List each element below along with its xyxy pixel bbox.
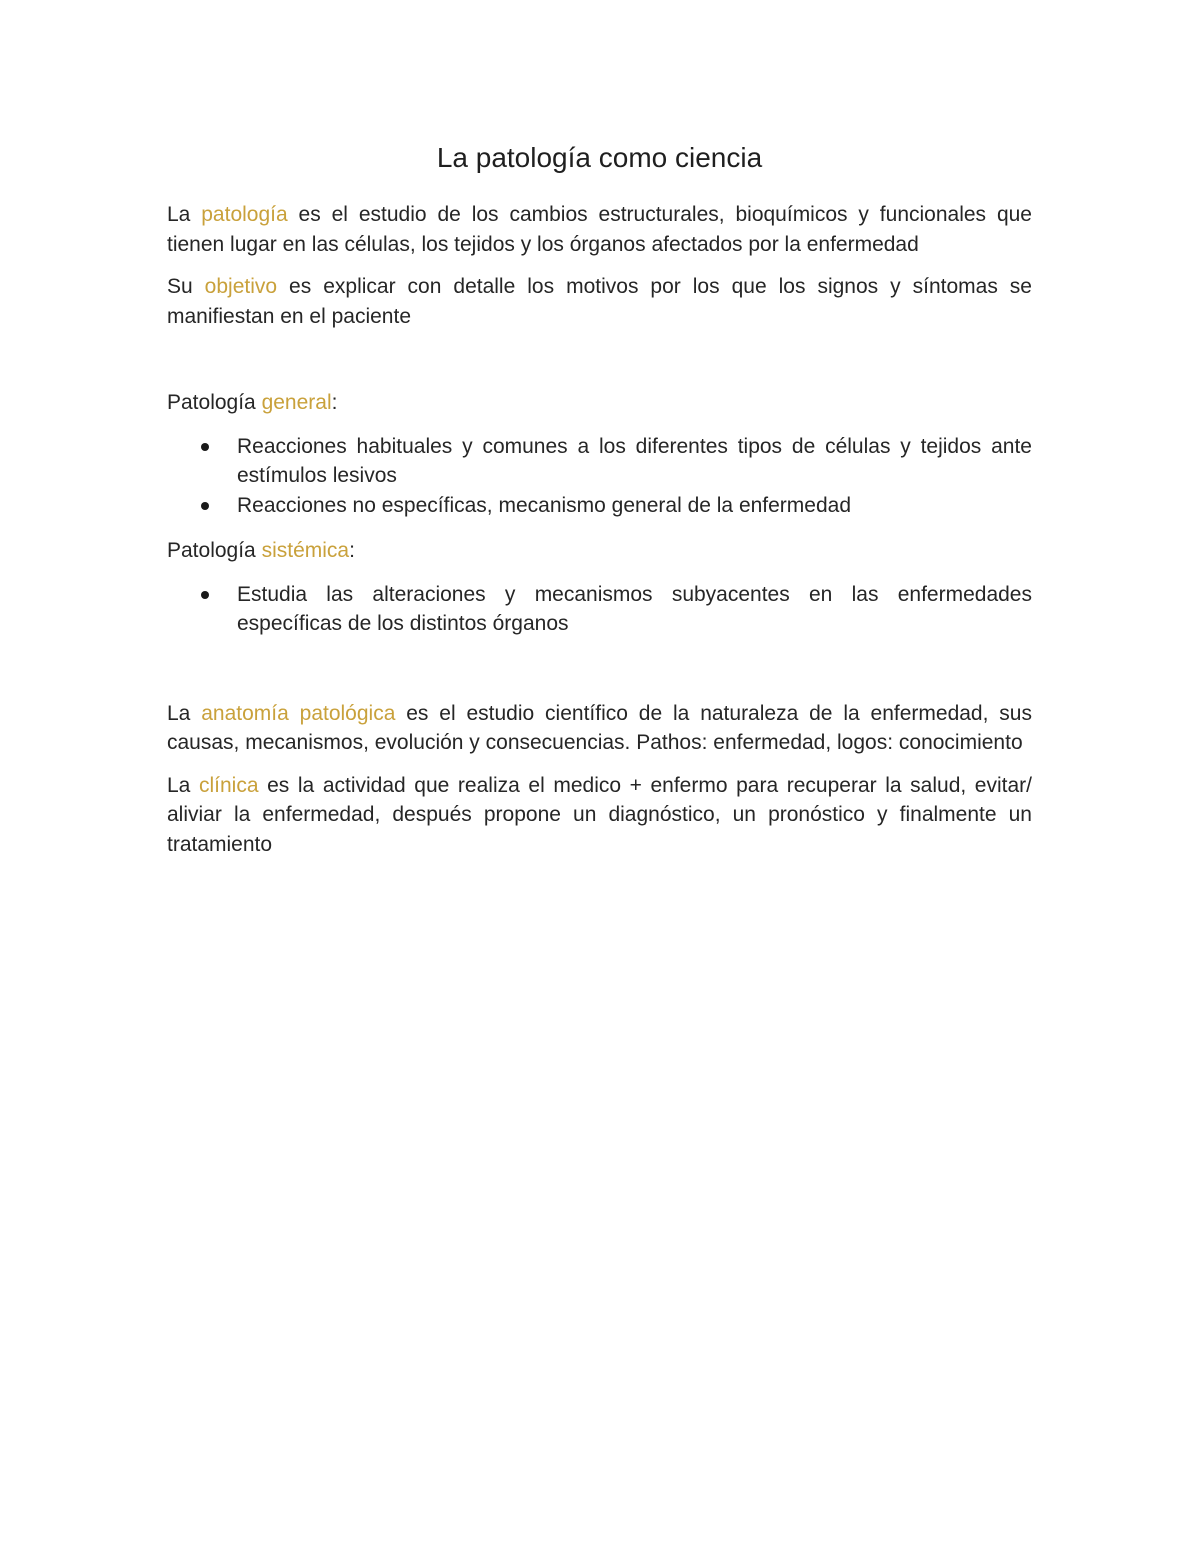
spacer — [167, 344, 1032, 388]
highlight-clinica: clínica — [198, 773, 259, 797]
list-patologia-general — [167, 432, 1032, 521]
list-item: Reacciones no específicas, mecanismo general de la enfermedad — [167, 491, 1032, 521]
highlight-general: general — [261, 391, 332, 414]
document-body — [167, 140, 1032, 872]
list-patologia-sistemica — [167, 580, 1032, 639]
highlight-sistemica: sistémica — [261, 539, 350, 562]
highlight-objetivo: objetivo — [204, 275, 278, 298]
paragraph-patologia: La patología es el estudio de los cambios estructurales, bioquímicos y funcionales que tienen lugar en las células, los tejidos y los órganos afectados por la enfermedad — [167, 203, 1032, 256]
paragraph-objetivo: Su objetivo es explicar con detalle los motivos por los que los signos y síntomas se manifiestan en el paciente — [167, 275, 1032, 328]
heading-patologia-sistemica: Patología sistémica: — [167, 539, 355, 562]
highlight-patologia: patología — [201, 203, 288, 226]
highlight-anatomia-patologica: anatomía patológica — [201, 701, 396, 725]
list-item: Reacciones habituales y comunes a los diferentes tipos de células y tejidos ante estímulos lesivos — [167, 432, 1032, 491]
paragraph-anatomia-patologica: La anatomía patológica es el estudio científico de la naturaleza de la enfermedad, sus causas, mecanismos, evolución y consecuencias. Pathos: enfermedad, logos: conocimiento — [167, 701, 1032, 754]
bullet-icon — [201, 443, 209, 451]
bullet-icon — [201, 502, 209, 510]
list-item: Estudia las alteraciones y mecanismos subyacentes en las enfermedades específicas de los distintos órganos — [167, 580, 1032, 639]
spacer — [167, 655, 1032, 699]
page-title: La patología como ciencia — [436, 142, 763, 173]
heading-patologia-general: Patología general: — [167, 391, 338, 414]
paragraph-clinica: La clínica es la actividad que realiza el medico + enfermo para recuperar la salud, evitar/ aliviar la enfermedad, después propone un diagnóstico, un pronóstico y finalmente un tratamiento — [167, 773, 1032, 856]
bullet-icon — [201, 591, 209, 599]
